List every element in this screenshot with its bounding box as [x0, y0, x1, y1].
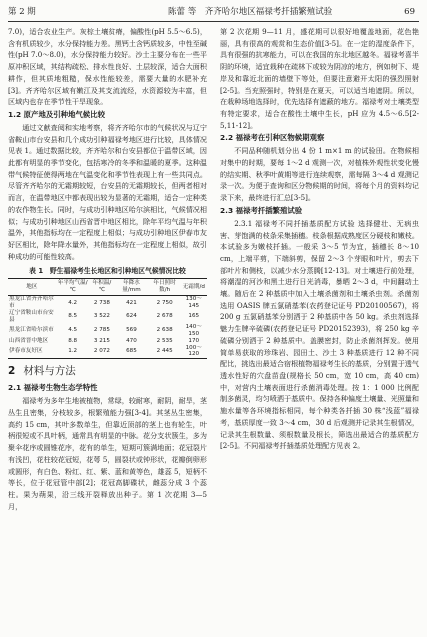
table-cell: 2 638 [156, 327, 173, 334]
section-2-3-heading: 2.3 福禄考扦插繁殖试验 [220, 205, 303, 215]
table-cell: 山西省晋中地区 [9, 337, 49, 344]
table-cell: 4.5 [68, 327, 78, 334]
table-row [8, 324, 207, 338]
table-cell: 685 [114, 345, 148, 359]
table-header-cell: 地区 [8, 279, 56, 296]
table-header-cell: 年日照时数/h [149, 279, 181, 296]
paragraph-biology: 福禄考为多年生地被植物，常绿，较耐寒，耐阴，耐旱，茎丛生且密集，分枝较多，根繁殖能力强[3-4]。其茎丛生密集，高约 15 cm，其叶多数单生，但靠近顶部的茎上也有轮生，叶柄很短或不具叶柄，通常具有明显的中脉。花分支状簇生，多为聚伞花序或圆锥花序，花有的单生，短期可簇满地面；花冠裂片有浅凹，花柱较花冠短，花萼 5，圆裂状或钟形状，花瓣倒卵形或圆形，有白色、粉红、红、紫、蓝和黄等色，雄蕊 5，短柄不等长，位于花冠管中部[2]；花冠高脚碟状，雌蕊分成 3 个蕊柱。果为蒴果，沿三线开裂释放出种子。第 1 次花期 3—5 月， [8, 396, 207, 511]
table-cell: 170 [188, 337, 200, 344]
table-cell: 伊春市友好区 [8, 345, 56, 359]
table-header-cell: 年积温/℃ [90, 279, 115, 296]
table-row [8, 296, 207, 310]
paragraph-soil: 7.0)，适合农业生产。灰棕土壤贫瘠，偏酸性(pH 5.5～6.5)，含有机质较少，水分保持能力差。黑钙土含钙质较多，中性至碱性(pH 7.0～8.0)，水分保持能力较好。沙土主要分布在一些平原冲积区域，其结构疏松、排水性良好、土层较深，适合大面积耕作，但其质地粗糙，保水性能较差，需要大量的水肥补充[3]。齐齐哈尔区域有嫩江及其支流流经，水资源较为丰富，但区域内也存在季节性干旱现象。 [8, 27, 207, 107]
table-header-row [8, 279, 207, 296]
section-1-2-heading: 1.2 原产地及引种地气候比较 [8, 109, 105, 119]
table-cell: 624 [126, 313, 137, 320]
paragraph-habitat: 第 2 次花期 9—11 月，盛花期可以很好地覆盖地面，花色艳丽，具有很高的观赏和生态价值[3-5]。在一定的湿度条件下，具有很强的抗寒能力，可以在我国的东北地区越冬。福禄考喜半阴的环境，适宜栽种在疏林下或较为阴凉的地方，例如树下、堤岸及和靠近北面的墙壁下等处，但要注意避开太阳的强烈照射[2-5]。当充照强时，特别是在夏天，可以适当地遮阴。所以，在栽种场地选择时，优先选择有遮蔽的地方。福禄考对土壤类型有特定要求，适合在酸性土壤中生长，pH 应为 4.5～6.5[2-5,11-12]。 [220, 27, 419, 130]
table-cell: 4.2 [68, 299, 78, 306]
page-number: 69 [404, 7, 415, 17]
section-2-1-heading: 2.1 福禄考生物生态学特性 [8, 383, 98, 393]
table-cell: 黑龙江省齐齐哈尔市 [9, 296, 54, 310]
section-2-title: 材料与方法 [23, 365, 76, 378]
table-cell: 130～145 [185, 296, 202, 310]
climate-comparison-table [8, 278, 207, 359]
table-cell: 140～150 [185, 323, 202, 337]
table-cell: 2 750 [156, 299, 173, 306]
table-cell: 2 072 [90, 345, 115, 359]
table-cell: 8.5 [68, 313, 78, 320]
table-cell: 3 522 [93, 313, 110, 320]
table-row [8, 310, 207, 324]
article-running-title: 陈蕾 等 齐齐哈尔地区福禄考扦插繁殖试验 [168, 7, 333, 17]
table-header-cell: 年平均气温/℃ [56, 279, 90, 296]
running-header [8, 6, 419, 19]
table-cell: 421 [126, 299, 137, 306]
table-header-cell: 年降水量/mm [114, 279, 148, 296]
paragraph-cutting-substrate: 2.3.1 福禄考不同扦插基质配方试验 选择健壮、无病虫害、芽饱满的枝条采集插穗。枝条根据成熟度区分硬枝和嫩枝。本试验多为嫩枝扦插。一般采 3～5 节为宜，插穗长 8～10 cm，上端平剪，下端斜剪，保留 2～3 个芽眼和叶片，剪去下部叶片和侧枝，以减少水分蒸腾[12-13]。对土壤进行前处理，将潮湿的河沙和黑土进行日光消毒，暴晒 2～3 d，中间翻动土壤。随后在 2 种基质中加入土壤杀菌剂和土壤杀虫剂。杀菌剂选用 OASIS 牌五氯硝基苯(农药登记证号 PD20100567)，将 200 g 五氯硝基苯分别洒于 2 种基质中各 50 kg。杀虫剂选择魅力生牌辛硫磷(农药登记证号 PD20152393)，将 250 kg 辛硫磷分别洒于 2 种基质中。盖膜密封，防止杀菌剂挥发。使用简单易获取的珍珠岩、园田土、沙土 3 种基质进行 12 种不同配比，挑选出最适合宿根植物福禄考生长的基质，分别置于透气透水性好的穴盘苗盘(规格长 50 cm，宽 10 cm，高 40 cm)中，对营内土壤表面进行杀菌消毒处理。按 1：1 000 比例配制多菌灵，均匀喷洒于基质中。保持各种偏度土壤量、光照量和施水量等各环境指标相同，每个种类各扦插 30 株“浅蓝”福禄考，基质厚度一致 3～4 cm，30 d 后观测并记录其生根情况，记录其生根数量、须根数量及根长，筛选出最适合的基质配方[2-5]。不同福禄考扦插基质处理配方见表 2。 [220, 218, 419, 451]
table-cell: 2 678 [156, 313, 173, 320]
table-cell: 470 [126, 337, 137, 344]
table-cell: 2 445 [149, 345, 181, 359]
issue-number: 第 2 期 [8, 7, 36, 17]
table-header-cell: 无霜期/d [181, 279, 207, 296]
table-cell: 辽宁省鞍山市台安县 [9, 309, 54, 323]
section-2-heading [8, 364, 207, 378]
table-cell: 2 738 [93, 299, 110, 306]
paragraph-phenology: 不同品种随机划分出 4 份 1 m×1 m 的试验田。在物候相对集中的时期，要每 1～2 d 观测一次，对植株外观性状变化慢的结实期、秋季叶黄期等进行连续观察，需每隔 3～4 d 观测记录一次。为便于查询和区分物候期的时间，将每个月的资料均记录下来，最终进行汇总[3-5]。 [220, 146, 419, 203]
section-2-number: 2 [8, 365, 16, 378]
table-cell: 黑龙江省哈尔滨市 [9, 327, 54, 334]
table-cell: 2 535 [156, 337, 173, 344]
table-cell: 569 [126, 327, 137, 334]
left-column [8, 26, 207, 512]
section-2-2-heading: 2.2 福禄考在引种区物候期观察 [220, 133, 325, 143]
table-cell: 1.2 [56, 345, 90, 359]
header-rule [8, 21, 419, 22]
table-cell: 165 [188, 313, 200, 320]
table-cell: 2 785 [93, 327, 110, 334]
table-1-caption: 表 1 野生福禄考生长地区和引种地区气候情况比较 [29, 267, 186, 276]
paragraph-climate-comparison: 通过文献查阅和实地考察，将齐齐哈尔市的气候状况与辽宁省鞍山市台安县和几个成功引种福禄考地区进行比较，具体情况见表 1。通过数据比较，齐齐哈尔和台安县都位于温带区域，因此都有明显的季节变化，包括寒冷的冬季和温暖的夏季。这种温带气候特征使得两地在气温变化和季节性表现上有一些共同点。尽管齐齐哈尔的无霜期较短，台安县的无霜期较长，但两者相对而言，在温带地区中都表现出较为显著的无霜期，适合一定种类的农作物生长。同时，与成功引种地区哈尔滨相比，气候情况相似；与成功引种地区山西省晋中地区相比，除年平均气温与年积温外，其他指标均在一定程度上相似；与成功引种地区伊春市友好区相比，除年降水量外，其他指标均在一定程度上相似，故引种成功的可能性较高。 [8, 122, 207, 261]
table-cell: 3 215 [93, 337, 110, 344]
right-column [220, 26, 419, 452]
table-row [8, 338, 207, 345]
table-cell: 8.8 [68, 337, 78, 344]
table-row [8, 345, 207, 359]
table-cell: 100～120 [181, 345, 207, 359]
